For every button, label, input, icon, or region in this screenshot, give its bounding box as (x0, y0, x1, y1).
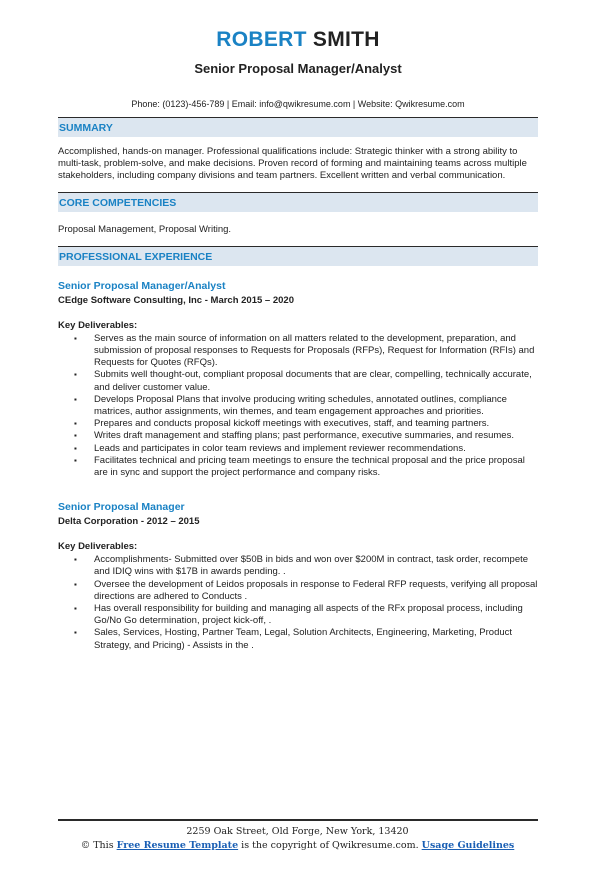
list-item-text: Develops Proposal Plans that involve producing writing schedules, annotated outlines, compliance matrices, author assignments, win themes, and team engagement approaches and priorities. (94, 393, 507, 418)
footer-address: 2259 Oak Street, Old Forge, New York, 13420 (186, 826, 409, 837)
list-item-text: Submits well thought-out, compliant proposal documents that are clear, compelling, technically accurate, and deliver customer value. (94, 369, 532, 393)
list-item-text: Facilitates technical and pricing team meetings to ensure the technical proposal and the price proposal are in sync and support the project performance and company risks. (94, 454, 525, 479)
bullet-icon: ▪ (74, 579, 77, 589)
bullet-icon: ▪ (74, 628, 77, 638)
section-heading-experience: PROFESSIONAL EXPERIENCE (58, 246, 538, 266)
job-company: CEdge Software Consulting, Inc - March 2015 – 2020 (58, 294, 294, 306)
usage-guidelines-link[interactable]: Usage Guidelines (421, 840, 515, 851)
list-item-text: Serves as the main source of information on all matters related to the development, preparation, and submission of proposal responses to Requests for Proposals (RFPs), Request for Information (RFIs) and Requests for Quotes (RFQs). (94, 332, 535, 369)
bullet-icon: ▪ (74, 455, 77, 465)
list-item-text: Writes draft management and staffing plans; past performance, executive summaries, and resumes. (94, 430, 514, 442)
bullet-icon: ▪ (74, 431, 77, 441)
bullet-icon: ▪ (74, 604, 77, 614)
bullet-icon: ▪ (74, 370, 77, 380)
copyright-middle: is the copyright of Qwikresume.com. (241, 840, 419, 851)
list-item-text: Oversee the development of Leidos proposals in response to Federal RFP requests, verifying all proposal directions are adhered to Conducts . (94, 578, 538, 602)
list-item-text: Has overall responsibility for building and managing all aspects of the RFx proposal process, including Go/No Go determination, project kick-off, . (94, 603, 523, 627)
job-company: Delta Corporation - 2012 – 2015 (58, 516, 200, 528)
key-deliverables-label: Key Deliverables: (58, 541, 138, 553)
list-item-text: Accomplishments- Submitted over $50B in bids and won over $200M in contract, task order, recompete and IDIQ wins with $17B in awards pending. . (94, 554, 529, 578)
candidate-title: Senior Proposal Manager/Analyst (194, 61, 402, 76)
section-heading-summary: SUMMARY (58, 117, 538, 137)
job-entry (58, 280, 538, 479)
list-item-text: Sales, Services, Hosting, Partner Team, Legal, Solution Architects, Engineering, Marketing, Product Strategy, and Pricing) - Assists in the . (94, 627, 513, 651)
list-item (74, 603, 538, 627)
list-item (74, 442, 538, 455)
bullet-icon: ▪ (74, 394, 77, 404)
deliverables-list (58, 554, 538, 652)
bullet-icon: ▪ (74, 555, 77, 565)
list-item (74, 554, 538, 578)
competencies-text: Proposal Management, Proposal Writing. (58, 223, 232, 235)
list-item (74, 430, 538, 442)
job-title: Senior Proposal Manager/Analyst (58, 279, 226, 292)
list-item (74, 393, 538, 418)
job-entry (58, 501, 538, 652)
last-name: SMITH (312, 28, 380, 51)
bullet-icon: ▪ (74, 333, 77, 343)
first-name: ROBERT (216, 28, 307, 51)
list-item (74, 578, 538, 603)
bullet-icon: ▪ (74, 443, 77, 453)
copyright-prefix: © This (80, 840, 114, 851)
list-item-text: Prepares and conducts proposal kickoff meetings with executives, staff, and teaming partners. (94, 418, 490, 430)
job-title: Senior Proposal Manager (58, 501, 185, 514)
candidate-name (58, 28, 538, 52)
list-item (74, 418, 538, 430)
resume-page (0, 28, 595, 652)
page-footer (0, 825, 595, 853)
footer-copyright (0, 839, 595, 853)
key-deliverables-label: Key Deliverables: (58, 319, 138, 331)
bullet-icon: ▪ (74, 419, 77, 429)
list-item-text: Leads and participates in color team reviews and implement reviewer recommendations. (94, 442, 466, 454)
list-item (74, 332, 538, 370)
footer-divider (58, 819, 538, 821)
list-item (74, 627, 538, 651)
contact-line: Phone: (0123)-456-789 | Email: info@qwikresume.com | Website: Qwikresume.com (131, 99, 465, 109)
free-resume-template-link[interactable]: Free Resume Template (116, 840, 239, 851)
list-item (74, 454, 538, 479)
deliverables-list (58, 333, 538, 479)
section-heading-competencies: CORE COMPETENCIES (58, 192, 538, 212)
summary-text: Accomplished, hands-on manager. Professional qualifications include: Strategic thinker with a strong ability to multi-task, problem-solve, and make decisions. Proven record of forming and maintaining teams across multiple stakeholders, including company divisions and team partners. Excellent written and verbal communication. (58, 146, 527, 182)
list-item (74, 369, 538, 393)
